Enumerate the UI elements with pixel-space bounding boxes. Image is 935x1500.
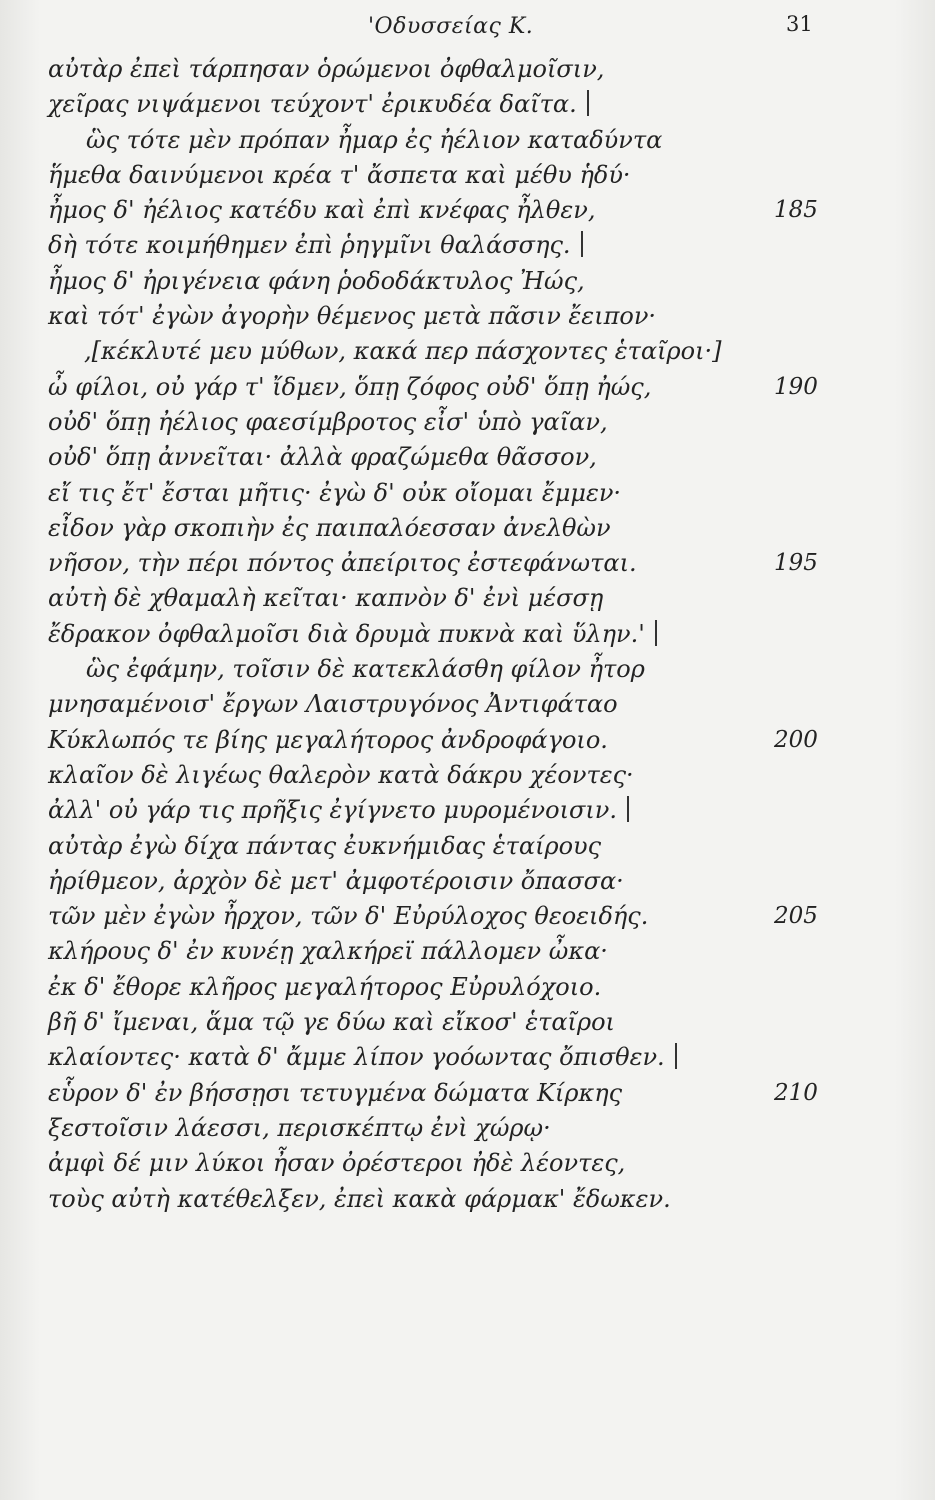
verse-text: ξεστοῖσιν λάεσσι, περισκέπτῳ ἐνὶ χώρῳ· [48,1113,551,1142]
verse-line [48,723,848,758]
verse-line [48,476,848,511]
verse-line [48,758,848,793]
verse-text: κλήρους δ' ἐν κυνέῃ χαλκήρεϊ πάλλομεν ὦκα· [48,937,608,966]
verse-text: κλαίοντες· κατὰ δ' ἄμμε λίπον γοόωντας ὄπισθεν. [48,1040,677,1075]
verse-line [48,1076,848,1111]
verse-line [48,334,848,369]
page-number: 31 [786,12,813,36]
verse-line [48,1040,848,1075]
verse-line [48,1146,848,1181]
verse-line [48,193,848,228]
verse-line [48,87,848,122]
verse-text: Κύκλωπός τε βίης μεγαλήτορος ἀνδροφάγοιο. [48,725,608,754]
paragraph-bar [675,1043,677,1069]
verse-line [48,299,848,334]
verse-text: ἦμος δ' ἠέλιος κατέδυ καὶ ἐπὶ κνέφας ἦλθεν, [48,196,596,225]
verse-line [48,1111,848,1146]
verse-line [48,440,848,475]
verse-line [48,793,848,828]
verse-line [48,970,848,1005]
verse-line [48,546,848,581]
verse-line [48,1005,848,1040]
verse-text: τοὺς αὐτὴ κατέθελξεν, ἐπεὶ κακὰ φάρμακ' ἔδωκεν. [48,1184,671,1213]
paragraph-bar [581,231,583,257]
verse-text: βῆ δ' ἴμεναι, ἅμα τῷ γε δύω καὶ εἴκοσ' ἑταῖροι [48,1008,615,1037]
verse-text: ἀλλ' οὐ γάρ τις πρῆξις ἐγίγνετο μυρομένοισιν. [48,793,629,828]
verse-text: εὗρον δ' ἐν βήσσῃσι τετυγμένα δώματα Κίρκης [48,1078,623,1107]
verse-line [48,511,848,546]
verse-text: τῶν μὲν ἐγὼν ἦρχον, τῶν δ' Εὐρύλοχος θεοειδής. [48,902,649,931]
verse-text: οὐδ' ὅπῃ ἠέλιος φαεσίμβροτος εἶσ' ὑπὸ γαῖαν, [48,407,608,436]
verse-text: δὴ τότε κοιμήθημεν ἐπὶ ῥηγμῖνι θαλάσσης. [48,228,583,263]
verse-block [48,52,848,1217]
page-header [0,8,935,42]
verse-text: ἥμεθα δαινύμενοι κρέα τ' ἄσπετα καὶ μέθυ ἡδύ· [48,160,631,189]
verse-line [48,370,848,405]
paragraph-bar [587,90,589,116]
verse-line [48,123,848,158]
line-number: 195 [774,550,818,577]
verse-text: ἐκ δ' ἔθορε κλῆρος μεγαλήτορος Εὐρυλόχοιο. [48,972,602,1001]
line-number: 190 [774,373,818,400]
line-number: 205 [774,903,818,930]
line-number: 200 [774,726,818,753]
verse-text: εἶδον γὰρ σκοπιὴν ἐς παιπαλόεσσαν ἀνελθὼν [48,513,611,542]
verse-line [48,158,848,193]
running-title: 'Οδυσσείας Κ. [368,14,534,39]
verse-line [48,899,848,934]
verse-line [48,864,848,899]
verse-text: χεῖρας νιψάμενοι τεύχοντ' ἐρικυδέα δαῖτα. [48,87,589,122]
paragraph-bar [627,796,629,822]
verse-text: νῆσον, τὴν πέρι πόντος ἀπείριτος ἐστεφάνωται. [48,549,637,578]
verse-line [48,687,848,722]
verse-text: καὶ τότ' ἐγὼν ἀγορὴν θέμενος μετὰ πᾶσιν ἔειπον· [48,302,657,331]
verse-line [48,934,848,969]
verse-text: ἦμος δ' ἠριγένεια φάνη ῥοδοδάκτυλος Ἠώς, [48,266,585,295]
verse-text: ἠρίθμεον, ἀρχὸν δὲ μετ' ἀμφοτέροισιν ὄπασσα· [48,866,624,895]
verse-text: κλαῖον δὲ λιγέως θαλερὸν κατὰ δάκρυ χέοντες· [48,760,634,789]
verse-line [48,52,848,87]
verse-line [48,581,848,616]
verse-text: ὣς τότε μὲν πρόπαν ἦμαρ ἐς ἠέλιον καταδύντα [86,125,663,154]
verse-text: ὦ φίλοι, οὐ γάρ τ' ἴδμεν, ὅπῃ ζόφος οὐδ' ὅπῃ ἠώς, [48,372,652,401]
verse-text: οὐδ' ὅπῃ ἀννεῖται· ἀλλὰ φραζώμεθα θᾶσσον, [48,443,597,472]
verse-line [48,264,848,299]
verse-text: ὣς ἐφάμην, τοῖσιν δὲ κατεκλάσθη φίλον ἦτορ [86,655,645,684]
verse-text: αὐτὰρ ἐγὼ δίχα πάντας ἐυκνήμιδας ἑταίρους [48,831,602,860]
verse-line [48,1182,848,1217]
paragraph-bar [655,620,657,646]
line-number: 185 [774,197,818,224]
verse-line [48,617,848,652]
verse-line [48,829,848,864]
verse-text: ἀμφὶ δέ μιν λύκοι ἦσαν ὀρέστεροι ἠδὲ λέοντες, [48,1149,626,1178]
verse-text: μνησαμένοισ' ἔργων Λαιστρυγόνος Ἀντιφάταο [48,690,618,719]
verse-line [48,228,848,263]
verse-text: ἔδρακον ὀφθαλμοῖσι διὰ δρυμὰ πυκνὰ καὶ ὕλην.' [48,617,657,652]
verse-text: ,[κέκλυτέ μευ μύθων, κακά περ πάσχοντες ἑταῖροι·] [84,337,722,366]
line-number: 210 [774,1079,818,1106]
verse-text: αὐτὰρ ἐπεὶ τάρπησαν ὁρώμενοι ὀφθαλμοῖσιν, [48,55,605,83]
verse-line [48,405,848,440]
verse-text: αὐτὴ δὲ χθαμαλὴ κεῖται· καπνὸν δ' ἐνὶ μέσσῃ [48,584,604,613]
verse-text: εἴ τις ἔτ' ἔσται μῆτις· ἐγὼ δ' οὐκ οἴομαι ἔμμεν· [48,478,622,507]
verse-line [48,652,848,687]
